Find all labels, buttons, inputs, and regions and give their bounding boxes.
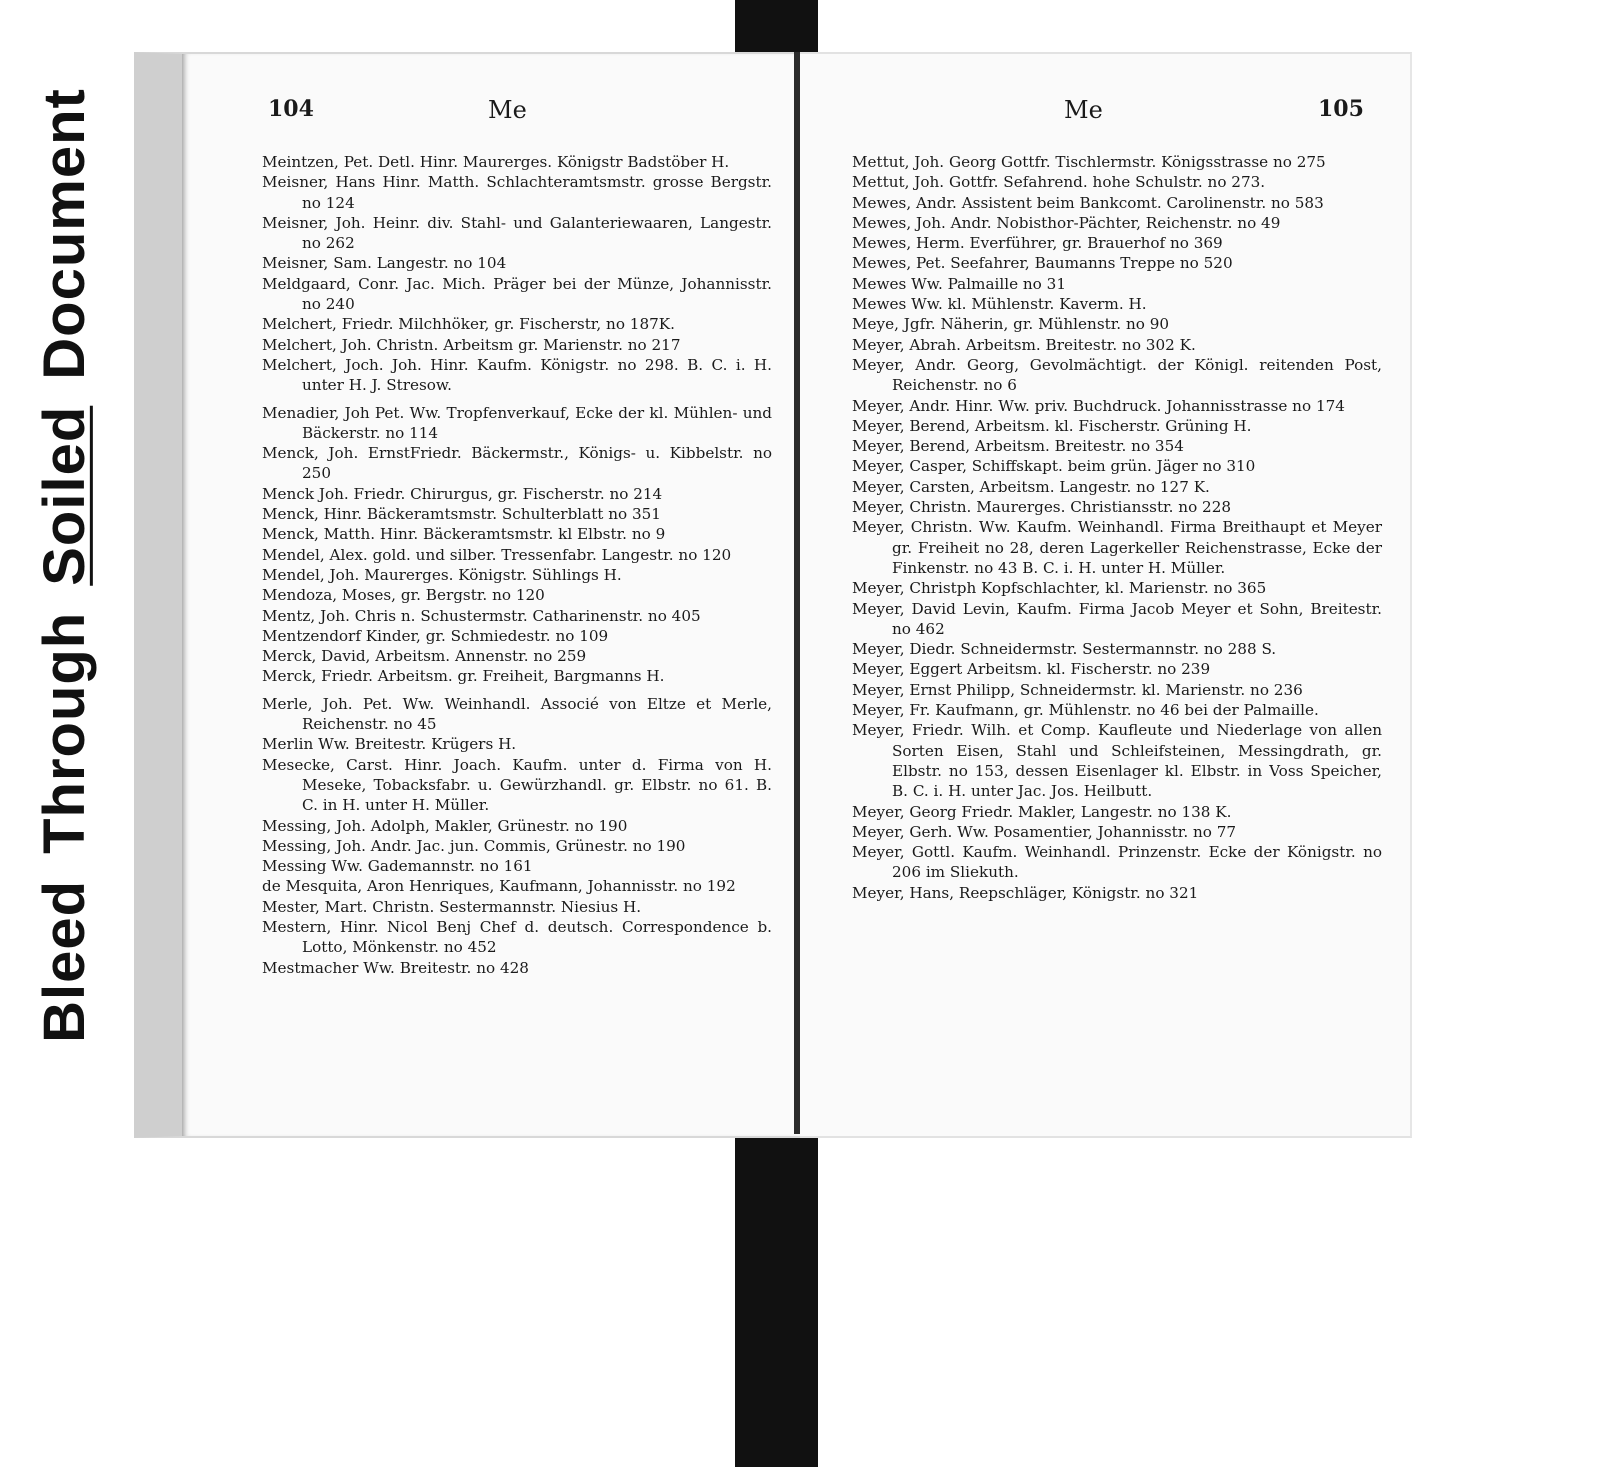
- book-spread: [134, 52, 1410, 1134]
- right-page-entries: [852, 152, 1382, 903]
- directory-entry: Mettut, Joh. Gottfr. Sefahrend. hohe Schulstr. no 273.: [852, 173, 1266, 192]
- directory-entry: Meyer, Andr. Georg, Gevolmächtigt. der Königl. reitenden Post, Reichenstr. no 6: [852, 355, 1382, 395]
- directory-entry: Melchert, Joch. Joh. Hinr. Kaufm. Königstr. no 298. B. C. i. H. unter H. J. Stresow.: [262, 355, 772, 395]
- directory-entry: Messing, Joh. Andr. Jac. jun. Commis, Grünestr. no 190: [262, 836, 686, 855]
- directory-entry: Meisner, Hans Hinr. Matth. Schlachteramtsmstr. grosse Bergstr. no 124: [262, 173, 772, 212]
- directory-entry: Meyer, Christn. Maurerges. Christiansstr. no 228: [852, 498, 1232, 517]
- right-page: [800, 52, 1412, 1138]
- directory-entry: Meyer, Hans, Reepschläger, Königstr. no 321: [852, 883, 1199, 902]
- side-label: [28, 70, 100, 1060]
- directory-entry: Merck, David, Arbeitsm. Annenstr. no 259: [262, 647, 587, 666]
- side-label-through: Through: [31, 611, 97, 854]
- directory-entry: Meye, Jgfr. Näherin, gr. Mühlenstr. no 90: [852, 315, 1170, 334]
- directory-entry: Merle, Joh. Pet. Ww. Weinhandl. Associé von Eltze et Merle, Reichenstr. no 45: [262, 694, 772, 734]
- directory-entry: Meldgaard, Conr. Jac. Mich. Präger bei der Münze, Johannisstr. no 240: [262, 274, 772, 314]
- right-page-number: 105: [1318, 96, 1364, 122]
- directory-entry: Meyer, Friedr. Wilh. et Comp. Kaufleute und Niederlage von allen Sorten Eisen, Stahl und Schleifsteinen, Messingdrath, gr. Elbstr. no 153, dessen Eisenlager kl. Elbstr. in Voss Speicher, B. C. i. H. unter Jac. Jos. Heilbutt.: [852, 721, 1382, 801]
- directory-entry: Mewes, Pet. Seefahrer, Baumanns Treppe no 520: [852, 254, 1233, 273]
- directory-entry: Mewes Ww. Palmaille no 31: [852, 274, 1066, 293]
- directory-entry: Menck Joh. Friedr. Chirurgus, gr. Fischerstr. no 214: [262, 484, 663, 503]
- directory-entry: de Mesquita, Aron Henriques, Kaufmann, Johannisstr. no 192: [262, 877, 736, 896]
- side-label-bleed: Bleed: [31, 879, 97, 1043]
- right-page-header: [854, 96, 1364, 126]
- directory-entry: Mettut, Joh. Georg Gottfr. Tischlermstr. Königsstrasse no 275: [852, 153, 1326, 171]
- directory-entry: Mewes, Joh. Andr. Nobisthor-Pächter, Reichenstr. no 49: [852, 213, 1281, 232]
- directory-entry: Meyer, Gottl. Kaufm. Weinhandl. Prinzenstr. Ecke der Königstr. no 206 im Sliekuth.: [852, 843, 1382, 882]
- left-page-header: [268, 96, 768, 126]
- side-label-soiled: Soiled: [31, 405, 97, 586]
- directory-entry: Meisner, Joh. Heinr. div. Stahl- und Galanteriewaaren, Langestr. no 262: [262, 213, 772, 253]
- directory-entry: Menadier, Joh Pet. Ww. Tropfenverkauf, Ecke der kl. Mühlen- und Bäckerstr. no 114: [262, 403, 772, 442]
- directory-entry: Mestmacher Ww. Breitestr. no 428: [262, 958, 529, 977]
- directory-entry: Meyer, Christn. Ww. Kaufm. Weinhandl. Firma Breithaupt et Meyer gr. Freiheit no 28, deren Lagerkeller Reichenstrasse, Ecke der Finkenstr. no 43 B. C. i. H. unter H. Müller.: [852, 518, 1382, 577]
- directory-entry: Meyer, Gerh. Ww. Posamentier, Johannisstr. no 77: [852, 822, 1237, 841]
- directory-entry: Merck, Friedr. Arbeitsm. gr. Freiheit, Bargmanns H.: [262, 667, 665, 686]
- directory-entry: Mendel, Alex. gold. und silber. Tressenfabr. Langestr. no 120: [262, 545, 732, 564]
- directory-entry: Mesecke, Carst. Hinr. Joach. Kaufm. unter d. Firma von H. Meseke, Tobacksfabr. u. Gewürzhandl. gr. Elbstr. no 61. B. C. in H. unter H. Müller.: [262, 755, 772, 815]
- directory-entry: Menck, Hinr. Bäckeramtsmstr. Schulterblatt no 351: [262, 505, 661, 524]
- directory-entry: Meyer, Georg Friedr. Makler, Langestr. no 138 K.: [852, 802, 1232, 821]
- left-page-number: 104: [268, 96, 314, 122]
- binding-strap-top: [735, 0, 818, 55]
- directory-entry: Mewes, Herm. Everführer, gr. Brauerhof no 369: [852, 234, 1223, 253]
- directory-entry: Meyer, Berend, Arbeitsm. Breitestr. no 354: [852, 437, 1184, 456]
- directory-entry: Melchert, Joh. Christn. Arbeitsm gr. Marienstr. no 217: [262, 335, 681, 354]
- right-page-heading: Me: [1064, 96, 1103, 124]
- directory-entry: Meyer, Fr. Kaufmann, gr. Mühlenstr. no 46 bei der Palmaille.: [852, 701, 1319, 720]
- directory-entry: Meyer, David Levin, Kaufm. Firma Jacob Meyer et Sohn, Breitestr. no 462: [852, 599, 1382, 638]
- directory-entry: Meyer, Andr. Hinr. Ww. priv. Buchdruck. Johannisstrasse no 174: [852, 396, 1345, 415]
- directory-entry: Meyer, Eggert Arbeitsm. kl. Fischerstr. no 239: [852, 660, 1211, 679]
- directory-entry: Melchert, Friedr. Milchhöker, gr. Fischerstr, no 187K.: [262, 315, 675, 334]
- directory-entry: Meyer, Ernst Philipp, Schneidermstr. kl. Marienstr. no 236: [852, 680, 1303, 699]
- directory-entry: Mester, Mart. Christn. Sestermannstr. Niesius H.: [262, 897, 642, 916]
- directory-entry: Menck, Joh. ErnstFriedr. Bäckermstr., Königs- u. Kibbelstr. no 250: [262, 444, 772, 483]
- directory-entry: Messing, Joh. Adolph, Makler, Grünestr. no 190: [262, 816, 628, 835]
- directory-entry: Meyer, Diedr. Schneidermstr. Sestermannstr. no 288 S.: [852, 640, 1277, 659]
- directory-entry: Mewes, Andr. Assistent beim Bankcomt. Carolinenstr. no 583: [852, 193, 1324, 212]
- directory-entry: Meisner, Sam. Langestr. no 104: [262, 254, 507, 273]
- directory-entry: Meyer, Christph Kopfschlachter, kl. Marienstr. no 365: [852, 579, 1267, 598]
- directory-entry: Meyer, Casper, Schiffskapt. beim grün. Jäger no 310: [852, 457, 1256, 476]
- directory-entry: Meintzen, Pet. Detl. Hinr. Maurerges. Königstr Badstöber H.: [262, 153, 730, 171]
- directory-entry: Mentz, Joh. Chris n. Schustermstr. Catharinenstr. no 405: [262, 606, 701, 625]
- directory-entry: Mentzendorf Kinder, gr. Schmiedestr. no 109: [262, 626, 609, 645]
- directory-entry: Merlin Ww. Breitestr. Krügers H.: [262, 735, 517, 754]
- directory-entry: Meyer, Carsten, Arbeitsm. Langestr. no 127 K.: [852, 477, 1210, 496]
- side-label-text: [31, 88, 98, 1043]
- directory-entry: Menck, Matth. Hinr. Bäckeramtsmstr. kl Elbstr. no 9: [262, 525, 666, 544]
- left-page-heading: Me: [488, 96, 527, 124]
- directory-entry: Mendel, Joh. Maurerges. Königstr. Sühlings H.: [262, 565, 622, 584]
- left-page: [134, 52, 842, 1138]
- left-page-entries: [262, 152, 772, 978]
- directory-entry: Meyer, Abrah. Arbeitsm. Breitestr. no 302 K.: [852, 335, 1196, 354]
- side-label-document: Document: [31, 87, 97, 380]
- directory-entry: Mewes Ww. kl. Mühlenstr. Kaverm. H.: [852, 295, 1147, 314]
- directory-entry: Mestern, Hinr. Nicol Benj Chef d. deutsch. Correspondence b. Lotto, Mönkenstr. no 452: [262, 917, 772, 957]
- binding-strap-bottom: [735, 1137, 818, 1467]
- directory-entry: Mendoza, Moses, gr. Bergstr. no 120: [262, 586, 545, 605]
- directory-entry: Meyer, Berend, Arbeitsm. kl. Fischerstr. Grüning H.: [852, 416, 1252, 435]
- directory-entry: Messing Ww. Gademannstr. no 161: [262, 857, 533, 876]
